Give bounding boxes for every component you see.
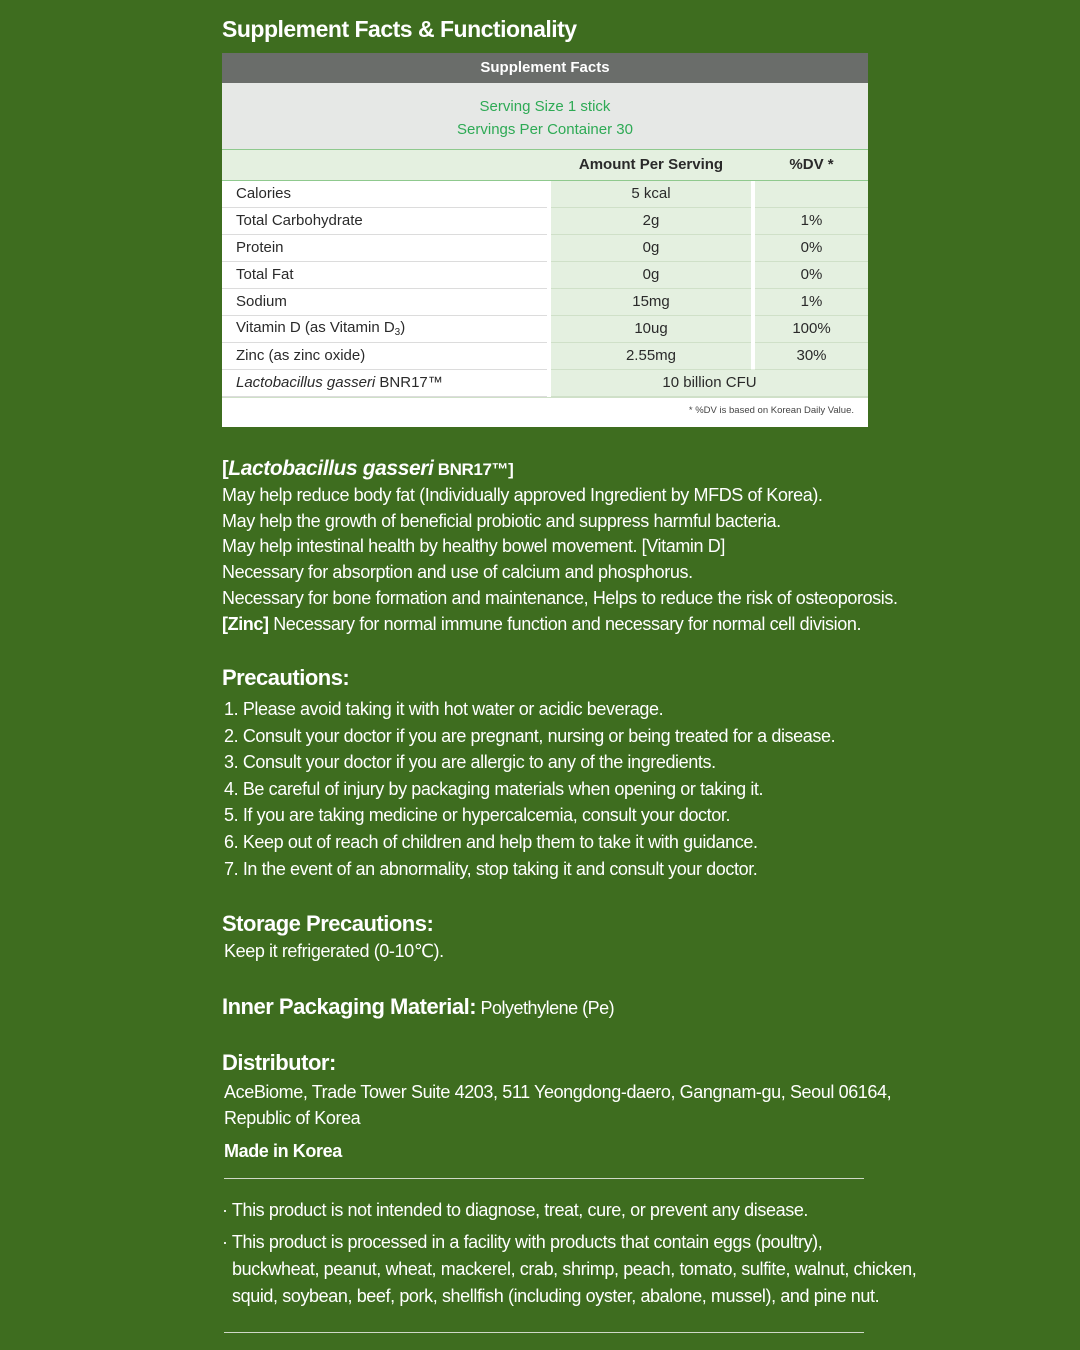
made-in: Made in Korea [224, 1141, 342, 1162]
serving-info [222, 83, 868, 150]
functionality-line: [Zinc] Necessary for normal immune function and necessary for normal cell division. [222, 613, 862, 634]
distributor-address: Republic of Korea [224, 1107, 361, 1128]
facts-grid [222, 150, 868, 397]
amount-column-header: Amount Per Serving [551, 150, 751, 180]
nutrient-name: Protein [222, 234, 547, 261]
functionality-line: May help the growth of beneficial probiotic and suppress harmful bacteria. [222, 510, 781, 531]
list-item: 7. In the event of an abnormality, stop taking it and consult your doctor. [224, 858, 758, 879]
disclaimer-section [222, 1197, 916, 1310]
storage-section [222, 909, 444, 965]
list-item: 5. If you are taking medicine or hypercalcemia, consult your doctor. [224, 805, 731, 826]
functionality-line: Necessary for absorption and use of calcium and phosphorus. [222, 562, 693, 583]
nutrient-amount: 2g [551, 207, 751, 234]
functionality-line: May help reduce body fat (Individually approved Ingredient by MFDS of Korea). [222, 485, 823, 505]
nutrient-dv: 1% [755, 207, 868, 234]
table-row [222, 207, 868, 234]
nutrient-dv: 100% [755, 315, 868, 342]
nutrient-amount: 0g [551, 234, 751, 261]
nutrient-name: Vitamin D (as Vitamin $D_3$) [222, 315, 547, 342]
disclaimer: · This product is not intended to diagnose, treat, cure, or prevent any disease. [222, 1200, 809, 1220]
facts-column-headers [222, 150, 868, 180]
nutrient-dv: 1% [755, 288, 868, 315]
functionality-section [222, 456, 898, 637]
section-title: Supplement Facts & Functionality [222, 16, 577, 42]
table-row [222, 315, 868, 342]
facts-header: Supplement Facts [222, 53, 868, 83]
list-item: 6. Keep out of reach of children and help them to take it with guidance. [224, 831, 758, 852]
table-row [222, 369, 868, 396]
divider [224, 1332, 864, 1333]
divider [224, 1178, 864, 1179]
table-row [222, 288, 868, 315]
storage-title: Storage Precautions: [222, 911, 434, 936]
list-item: 3. Consult your doctor if you are allergic to any of the ingredients. [224, 752, 716, 773]
nutrient-name: Calories [222, 180, 547, 207]
nutrient-dv: 30% [755, 342, 868, 369]
dv-footnote: * %DV is based on Korean Daily Value. [222, 397, 868, 416]
nutrient-dv: 0% [755, 261, 868, 288]
distributor-title: Distributor: [222, 1050, 336, 1075]
serving-size: Serving Size 1 stick [479, 98, 611, 115]
nutrient-name: Zinc (as zinc oxide) [222, 342, 547, 369]
table-row [222, 261, 868, 288]
packaging-section [222, 992, 614, 1023]
storage-text: Keep it refrigerated (0-10℃). [224, 941, 444, 961]
functionality-line: May help intestinal health by healthy bowel movement. [Vitamin D] [222, 536, 725, 557]
table-row [222, 234, 868, 261]
dv-column-header: %DV * [755, 150, 868, 180]
nutrient-amount: 15mg [551, 288, 751, 315]
table-row [222, 180, 868, 207]
precautions-title: Precautions: [222, 665, 350, 690]
supplement-facts-table [222, 53, 868, 427]
distributor-address: AceBiome, Trade Tower Suite 4203, 511 Yeongdong-daero, Gangnam-gu, Seoul 06164, [224, 1082, 892, 1102]
disclaimer: · This product is processed in a facility with products that contain eggs (poultry), [222, 1232, 823, 1252]
servings-per-container: Servings Per Container 30 [457, 121, 633, 138]
functionality-title: [Lactobacillus gasseri BNR17™] [222, 457, 514, 480]
table-row [222, 342, 868, 369]
list-item: 2. Consult your doctor if you are pregnant, nursing or being treated for a disease. [224, 725, 836, 746]
disclaimer: buckwheat, peanut, wheat, mackerel, crab, shrimp, peach, tomato, sulfite, walnut, chicken, [232, 1259, 917, 1279]
nutrient-name: Sodium [222, 288, 547, 315]
nutrient-amount: 0g [551, 261, 751, 288]
nutrient-name: Total Carbohydrate [222, 207, 547, 234]
list-item: 4. Be careful of injury by packaging materials when opening or taking it. [224, 778, 764, 799]
nutrient-column-header [222, 150, 547, 180]
nutrient-amount: 2.55mg [551, 342, 751, 369]
nutrient-amount: 10ug [551, 315, 751, 342]
precautions-section [222, 663, 835, 882]
nutrient-dv: 0% [755, 234, 868, 261]
nutrient-name: Lactobacillus gasseri BNR17™ [222, 369, 547, 396]
nutrient-name: Total Fat [222, 261, 547, 288]
distributor-section [222, 1048, 891, 1165]
nutrient-dv [755, 180, 868, 207]
list-item: 1. Please avoid taking it with hot water or acidic beverage. [224, 699, 664, 719]
disclaimer: squid, soybean, beef, pork, shellfish (including oyster, abalone, mussel), and pine nut. [232, 1286, 880, 1306]
nutrient-amount: 5 kcal [551, 180, 751, 207]
functionality-line: Necessary for bone formation and maintenance, Helps to reduce the risk of osteoporosis. [222, 587, 898, 608]
packaging-line: Inner Packaging Material: Polyethylene (Pe) [222, 994, 615, 1019]
nutrient-amount: 10 billion CFU [551, 369, 868, 396]
